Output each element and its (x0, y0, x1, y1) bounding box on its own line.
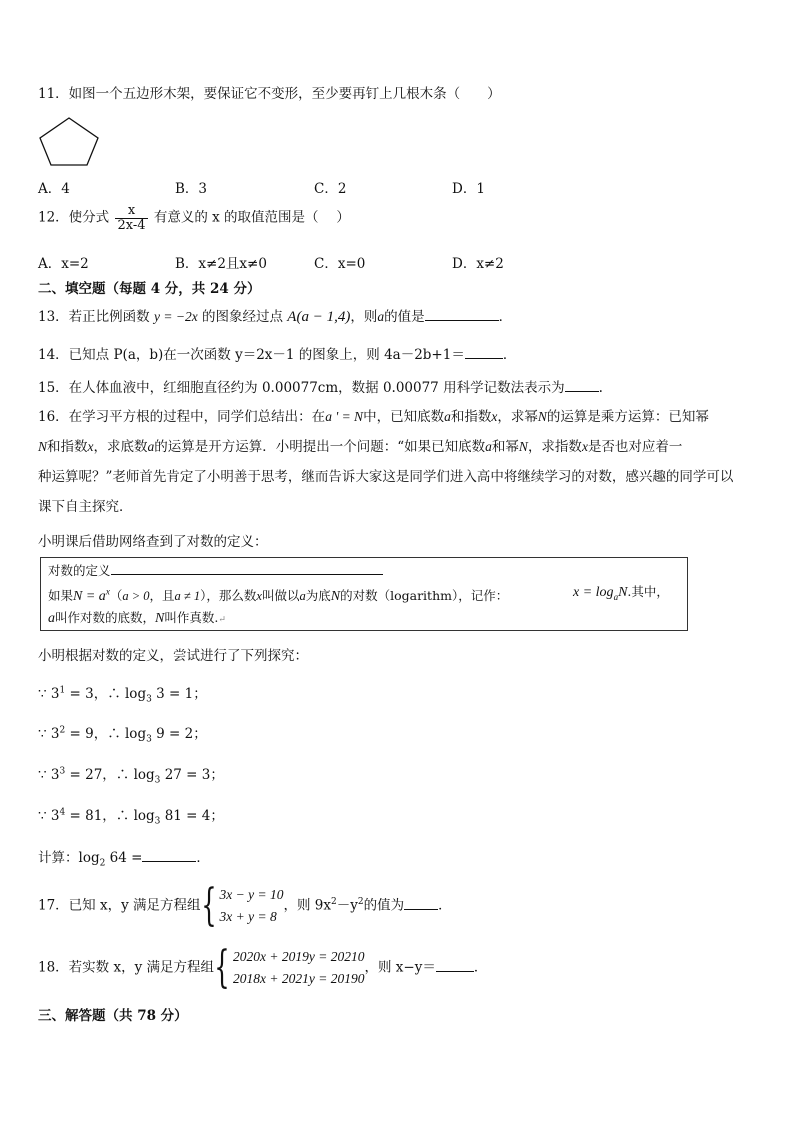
q13-text-b: 的图象经过点 (202, 309, 283, 325)
def-text: .其中， (627, 584, 669, 599)
q16-line-1 (38, 405, 709, 425)
step-3: ∵ $3^3 = 27$，∴ $\log_3 27 = 3$； (38, 766, 224, 786)
q13-answer-blank[interactable] (425, 308, 499, 321)
q13-function: y = −2x (153, 309, 198, 324)
def-text: 叫做以 (261, 588, 300, 603)
q16-var-a: a (147, 439, 155, 454)
log-base: a (613, 591, 619, 602)
q16-text: 和幂 (491, 439, 519, 455)
q13-variable: a (377, 309, 385, 324)
explore-intro: 小明根据对数的定义，尝试进行了下列探究： (38, 648, 308, 664)
def-text: 为底 (305, 588, 331, 603)
q18-answer-blank[interactable] (436, 959, 474, 972)
q18-brace: { (214, 942, 230, 993)
q14-text: 14．已知点 P(a，b)在一次函数 y＝2x－1 的图象上，则 4a－2b+1＝ (38, 347, 465, 363)
def-text: 的对数（logarithm），记作： (340, 588, 509, 603)
q18-text: 18．若实数 x，y 满足方程组 (38, 959, 215, 976)
q17-answer-blank[interactable] (404, 897, 438, 910)
def-text: 叫作真数. (164, 610, 219, 625)
q17: 17．已知 x，y 满足方程组{ 3x − y = 10 3x + y = 8 ，则 $9x^2-y^2$的值为 ． (38, 880, 452, 931)
q16-line-4: 课下自主探究． (38, 499, 133, 515)
q13-point: A(a − 1,4) (287, 309, 351, 325)
q13-text-c: ，则 (350, 309, 378, 325)
pentagon-figure (36, 114, 102, 168)
q16-text: 16．在学习平方根的过程中，同学们总结出：在 (38, 409, 326, 425)
q11-option-d: D．1 (452, 181, 485, 197)
q16-var-n: N (38, 439, 48, 454)
q18-system: 2020x + 2019y = 20210 2018x + 2021y = 20190 (233, 949, 365, 986)
q16-power-expression: a ' = N (325, 409, 364, 424)
q16-text: 的运算是开方运算．小明提出一个问题：“如果已知底数 (154, 439, 486, 455)
q12-numerator: x (127, 203, 136, 218)
q11-option-c: C．2 (314, 181, 347, 197)
step-2: ∵ $3^2 = 9$，∴ $\log_3 9 = 2$； (38, 725, 207, 745)
def-var: N (155, 611, 165, 626)
q14-answer-blank[interactable] (465, 346, 503, 359)
calc-line: 计算：$\log_2 64$ = ． (38, 850, 210, 869)
q16-text: 和指数 (47, 439, 88, 455)
calc-answer-blank[interactable] (142, 849, 196, 862)
section-2-heading: 二、填空题（每题 4 分，共 24 分） (38, 281, 261, 297)
q13-text-a: 13．若正比例函数 (38, 309, 150, 325)
log-notation (573, 582, 669, 602)
log-arg: N (618, 585, 628, 600)
section-3-heading: 三、解答题（共 78 分） (38, 1008, 188, 1024)
definition-intro: 小明课后借助网络查到了对数的定义： (38, 534, 268, 550)
q17-brace: { (200, 880, 217, 931)
q12-denominator: 2x-4 (117, 217, 146, 233)
definition-title-text: 对数的定义 (48, 563, 111, 578)
q16-text: ，求底数 (93, 439, 148, 455)
q16-var-x: x (87, 439, 94, 454)
q12-stem (38, 204, 350, 232)
q15-end: . (598, 380, 603, 396)
q12-option-b: B．x≠2且x≠0 (175, 256, 267, 272)
log-expr: x = log (573, 585, 614, 600)
def-var: a (48, 611, 55, 626)
q16-line-3: 种运算呢？”老师首先肯定了小明善于思考，继而告诉大家这是同学们进入高中将继续学习的对数，感兴趣的同学可以 (38, 469, 734, 485)
return-mark: ↵ (218, 615, 226, 625)
q12-fraction (115, 204, 147, 232)
def-text: 叫作对数的底数， (55, 610, 156, 625)
q17-system: 3x − y = 10 3x + y = 8 (219, 887, 284, 924)
definition-title-underline (111, 562, 383, 575)
def-cond-2: a ≠ 1 (174, 589, 201, 603)
q16-text: ，求幂 (497, 409, 538, 425)
q15-answer-blank[interactable] (565, 379, 599, 392)
def-text: ，且 (149, 588, 175, 603)
q16-var-x: x (581, 439, 588, 454)
q13 (38, 305, 512, 326)
def-var: x (256, 589, 262, 603)
q11-option-a: A．4 (38, 181, 70, 197)
q13-text-d: 的值是 (384, 309, 425, 325)
definition-title (48, 561, 383, 579)
q14 (38, 343, 516, 363)
q16-text: 是否也对应着一 (587, 439, 683, 455)
q12-option-d: D．x≠2 (452, 256, 504, 272)
definition-row-1 (48, 586, 508, 605)
step-4: ∵ $3^4 = 81$，∴ $\log_3 81 = 4$； (38, 807, 224, 827)
def-var: N (330, 589, 341, 604)
q12-suffix: 有意义的 x 的取值范围是（ ） (153, 209, 350, 226)
q11-option-b: B．3 (175, 181, 208, 197)
q12-prefix: 12．使分式 (38, 209, 110, 226)
q16-text: 中，已知底数 (363, 409, 445, 425)
def-text: （ (109, 588, 123, 603)
q16-var-a: a (444, 409, 451, 424)
logarithm-definition-box (40, 557, 688, 631)
def-eq: $N = a^x$ (73, 586, 110, 604)
q11-stem: 11．如图一个五边形木架，要保证它不变形，至少要再钉上几根木条（ ） (38, 86, 501, 102)
def-text: 如果 (48, 588, 74, 603)
q16-line-2 (38, 435, 682, 455)
def-text: ），那么数 (200, 588, 257, 603)
q18: 18．若实数 x，y 满足方程组{ 2020x + 2019y = 20210 2018x + 2021y = 20190 ，则 x−y＝ ． (38, 942, 488, 993)
q16-var-n: N (518, 439, 528, 454)
q15 (38, 376, 603, 396)
definition-row-2 (48, 608, 226, 627)
q12-option-a: A．x=2 (38, 256, 89, 272)
def-var: a (299, 589, 306, 603)
q16-text: 的运算是乘方运算：已知幂 (546, 409, 709, 425)
q16-var-x: x (491, 409, 498, 424)
step-1: ∵ $3^1 = 3$，∴ $\log_3 3 = 1$； (38, 685, 207, 705)
q16-var-n: N (537, 409, 547, 424)
q17-text: 17．已知 x，y 满足方程组 (38, 897, 201, 914)
q14-end: ． (502, 347, 517, 363)
q16-text: 和指数 (450, 409, 492, 425)
q13-end: ． (498, 309, 513, 325)
q16-var-a: a (485, 439, 492, 454)
q16-text: ，求指数 (527, 439, 582, 455)
q12-option-c: C．x=0 (314, 256, 366, 272)
def-cond-1: a > 0 (122, 589, 150, 603)
q15-text: 15．在人体血液中，红细胞直径约为 0.00077cm，数据 0.00077 用科学记数法表示为 (38, 380, 565, 396)
